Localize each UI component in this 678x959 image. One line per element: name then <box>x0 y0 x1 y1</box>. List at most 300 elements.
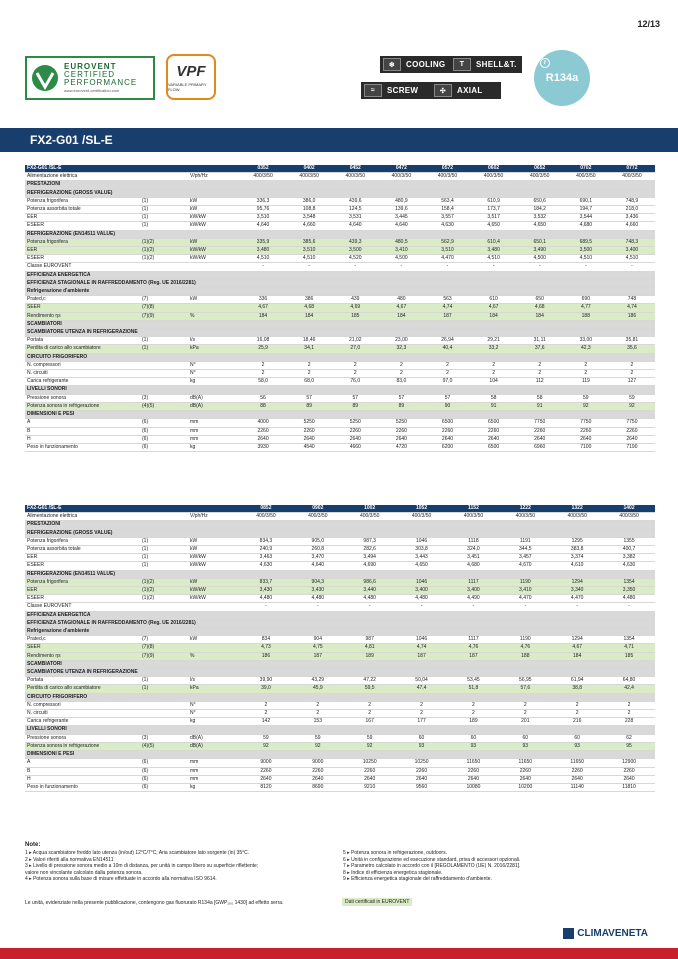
value-cell: 563 <box>424 296 470 304</box>
value-cell: 2640 <box>609 435 655 443</box>
eurovent-logo <box>25 56 155 100</box>
value-cell: 2 <box>603 710 655 718</box>
row-unit: mm <box>188 775 240 783</box>
row-unit: V/ph/Hz <box>188 173 240 181</box>
value-cell: 59 <box>344 734 396 742</box>
value-cell: 42,4 <box>603 685 655 693</box>
row-note <box>140 361 188 369</box>
row-note: (1) <box>140 345 188 353</box>
value-cell: 610,4 <box>471 238 517 246</box>
row-unit <box>188 603 240 611</box>
row-label: Peso in funzionamento <box>25 443 140 451</box>
row-label: EER <box>25 247 140 255</box>
value-cell: 9000 <box>292 759 344 767</box>
refrigerant-r-icon: r <box>540 58 550 68</box>
eurovent-url: www.eurovent-certification.com <box>64 88 120 93</box>
value-cell: 2 <box>396 710 448 718</box>
value-cell: 3,410 <box>378 247 424 255</box>
value-cell: 3,350 <box>603 587 655 595</box>
table-row <box>25 759 655 767</box>
value-cell: 1295 <box>551 537 603 545</box>
value-cell: 2260 <box>448 767 500 775</box>
table-row <box>25 271 655 279</box>
value-cell: 3,440 <box>344 587 396 595</box>
value-cell: 42,3 <box>563 345 609 353</box>
value-cell: 1046 <box>396 578 448 586</box>
row-note <box>140 701 188 709</box>
value-cell: 4,73 <box>240 644 292 652</box>
value-cell: 88 <box>240 402 286 410</box>
value-cell: 400/3/50 <box>396 513 448 521</box>
row-unit: % <box>188 312 240 320</box>
row-unit: mm <box>188 435 240 443</box>
model-column-header: 0402 <box>286 165 332 173</box>
value-cell: 400/3/50 <box>240 173 286 181</box>
value-cell: 43,29 <box>292 677 344 685</box>
table-row <box>25 206 655 214</box>
value-cell: 228 <box>603 718 655 726</box>
row-note: (1)(2) <box>140 595 188 603</box>
value-cell: 27,0 <box>332 345 378 353</box>
value-cell: 64,80 <box>603 677 655 685</box>
value-cell: 3,557 <box>424 214 470 222</box>
table-row <box>25 255 655 263</box>
row-label: Potenza sonora in refrigerazione <box>25 742 140 750</box>
value-cell: 16,08 <box>240 337 286 345</box>
row-label: EER <box>25 587 140 595</box>
value-cell: 57 <box>286 394 332 402</box>
value-cell: 987,3 <box>344 537 396 545</box>
table-row <box>25 546 655 554</box>
row-unit: kW/kW <box>188 214 240 222</box>
value-cell: 4,480 <box>344 595 396 603</box>
value-cell: 186 <box>240 652 292 660</box>
row-note: (1) <box>140 222 188 230</box>
value-cell: 29,21 <box>471 337 517 345</box>
value-cell: 7100 <box>563 443 609 451</box>
value-cell: 3,400 <box>396 587 448 595</box>
value-cell: 4540 <box>286 443 332 451</box>
note-item: 2 ▸ Valori riferiti alla normativa EN14511 <box>25 856 114 863</box>
value-cell: 92 <box>292 742 344 750</box>
model-column-header: 0702 <box>563 165 609 173</box>
value-cell: 4,67 <box>240 304 286 312</box>
value-cell: 400/3/50 <box>240 513 292 521</box>
note-item: 1 ▸ Acqua scambiatore freddo lato utenza (in/out) 12°C/7°C; Aria scambiatore lato sorgente (in) 35°C. <box>25 850 250 856</box>
value-cell: 194,7 <box>563 206 609 214</box>
row-note: (1)(2) <box>140 247 188 255</box>
section-heading: DIMENSIONI E PESI <box>25 411 655 419</box>
value-cell: 4,480 <box>396 595 448 603</box>
value-cell: 93 <box>499 742 551 750</box>
value-cell: 2640 <box>551 775 603 783</box>
value-cell: 260,8 <box>292 546 344 554</box>
row-unit: kW <box>188 578 240 586</box>
value-cell: 4,500 <box>378 255 424 263</box>
row-note: (6) <box>140 783 188 791</box>
value-cell: 6200 <box>424 443 470 451</box>
value-cell: 188 <box>499 652 551 660</box>
value-cell: 3,400 <box>448 587 500 595</box>
value-cell: 23,00 <box>378 337 424 345</box>
value-cell: 4,640 <box>292 562 344 570</box>
value-cell: 4000 <box>240 419 286 427</box>
value-cell: 834,3 <box>240 537 292 545</box>
row-unit: l/s <box>188 337 240 345</box>
value-cell: 1118 <box>448 537 500 545</box>
section-heading: SCAMBIATORI <box>25 660 655 668</box>
value-cell: 76,0 <box>332 378 378 386</box>
notes-section <box>25 842 655 883</box>
row-label: Portata <box>25 677 140 685</box>
value-cell: 3,445 <box>378 214 424 222</box>
value-cell: 33,00 <box>563 337 609 345</box>
value-cell: 184 <box>240 312 286 320</box>
value-cell: 11650 <box>499 759 551 767</box>
row-label: Peso in funzionamento <box>25 783 140 791</box>
value-cell: 9560 <box>396 783 448 791</box>
badge-shell-label: SHELL&T. <box>476 60 517 69</box>
value-cell: 47,4 <box>396 685 448 693</box>
value-cell: 97,0 <box>424 378 470 386</box>
note-item: 4 ▸ Potenza sonora sulla base di misure effettuate in accordo alla normativa ISO 9614. <box>25 876 217 883</box>
value-cell: 2260 <box>603 767 655 775</box>
value-cell: 4,660 <box>609 222 655 230</box>
value-cell: 45,9 <box>292 685 344 693</box>
row-note: (1) <box>140 337 188 345</box>
badge-axial-label: AXIAL <box>457 86 483 95</box>
value-cell: 201 <box>499 718 551 726</box>
value-cell: 4,68 <box>286 304 332 312</box>
table-row <box>25 603 655 611</box>
row-label: Potenza frigorifera <box>25 578 140 586</box>
note-item: 5 ▸ Potenza sonora in refrigerazione, outdoors. <box>343 850 447 856</box>
value-cell: - <box>240 263 286 271</box>
row-note: (7)(9) <box>140 312 188 320</box>
section-heading: PRESTAZIONI <box>25 181 655 189</box>
row-unit: kW/kW <box>188 587 240 595</box>
row-label: Rendimento ηs <box>25 312 140 320</box>
value-cell: 10250 <box>396 759 448 767</box>
value-cell: 4,690 <box>344 562 396 570</box>
value-cell: 216 <box>551 718 603 726</box>
row-label: Potenza assorbita totale <box>25 546 140 554</box>
value-cell: 218,0 <box>609 206 655 214</box>
section-heading: EFFICIENZA STAGIONALE IN RAFFREDDAMENTO (Reg. UE 2016/2281) <box>25 619 655 627</box>
badge-cooling-label: COOLING <box>406 60 446 69</box>
value-cell: 4,480 <box>240 595 292 603</box>
value-cell: 33,2 <box>471 345 517 353</box>
value-cell: 748,9 <box>609 197 655 205</box>
value-cell: 2260 <box>332 427 378 435</box>
value-cell: 92 <box>609 402 655 410</box>
value-cell: 3,382 <box>603 554 655 562</box>
value-cell: 748,3 <box>609 238 655 246</box>
row-label: A <box>25 759 140 767</box>
value-cell: 59 <box>609 394 655 402</box>
value-cell: 3,340 <box>551 587 603 595</box>
value-cell: 400/3/50 <box>286 173 332 181</box>
value-cell: 400/3/50 <box>448 513 500 521</box>
value-cell: 61,94 <box>551 677 603 685</box>
row-label: Alimentazione elettrica <box>25 173 140 181</box>
value-cell: 53,45 <box>448 677 500 685</box>
value-cell: 1046 <box>396 537 448 545</box>
value-cell: 439,6 <box>332 197 378 205</box>
value-cell: 91 <box>471 402 517 410</box>
model-column-header: 1002 <box>344 505 396 513</box>
value-cell: - <box>448 603 500 611</box>
value-cell: 5250 <box>378 419 424 427</box>
row-note <box>140 603 188 611</box>
value-cell: 3,510 <box>286 247 332 255</box>
value-cell: 58 <box>471 394 517 402</box>
value-cell: 2640 <box>517 435 563 443</box>
value-cell: 400/3/50 <box>517 173 563 181</box>
row-note: (7) <box>140 296 188 304</box>
value-cell: - <box>551 603 603 611</box>
value-cell: 324,0 <box>448 546 500 554</box>
value-cell: 11650 <box>448 759 500 767</box>
model-column-header: 1222 <box>499 505 551 513</box>
value-cell: 58,0 <box>240 378 286 386</box>
value-cell: - <box>603 603 655 611</box>
value-cell: 400/3/50 <box>563 173 609 181</box>
value-cell: 35,6 <box>609 345 655 353</box>
value-cell: 3,430 <box>240 587 292 595</box>
value-cell: 4,680 <box>563 222 609 230</box>
model-column-header: 0772 <box>609 165 655 173</box>
value-cell: 2 <box>499 701 551 709</box>
table-row <box>25 427 655 435</box>
value-cell: 185 <box>332 312 378 320</box>
row-label: Perdita di carico allo scambiatore <box>25 685 140 693</box>
value-cell: 184 <box>286 312 332 320</box>
table-row <box>25 304 655 312</box>
row-note: (6) <box>140 775 188 783</box>
value-cell: 400/3/50 <box>378 173 424 181</box>
value-cell: 2 <box>424 361 470 369</box>
row-unit: kW <box>188 636 240 644</box>
value-cell: 4,640 <box>332 222 378 230</box>
row-unit: l/s <box>188 677 240 685</box>
value-cell: 1294 <box>551 636 603 644</box>
value-cell: 439 <box>332 296 378 304</box>
model-column-header: 0652 <box>517 165 563 173</box>
value-cell: 25,9 <box>240 345 286 353</box>
row-unit: kW/kW <box>188 562 240 570</box>
row-unit: kPa <box>188 685 240 693</box>
model-column-header: 1322 <box>551 505 603 513</box>
value-cell: 3,517 <box>471 214 517 222</box>
value-cell: 400/3/50 <box>292 513 344 521</box>
row-label: N. compressori <box>25 361 140 369</box>
row-note: (1) <box>140 206 188 214</box>
value-cell: 336 <box>240 296 286 304</box>
value-cell: 11650 <box>551 759 603 767</box>
row-label: Potenza assorbita totale <box>25 206 140 214</box>
table-row <box>25 669 655 677</box>
value-cell: 51,8 <box>448 685 500 693</box>
value-cell: 3,480 <box>240 247 286 255</box>
value-cell: 4,76 <box>448 644 500 652</box>
value-cell: 1354 <box>603 578 655 586</box>
value-cell: 188 <box>563 312 609 320</box>
product-title-bar <box>0 128 678 152</box>
value-cell: 1294 <box>551 578 603 586</box>
row-unit: kW <box>188 296 240 304</box>
table-row <box>25 783 655 791</box>
value-cell: 37,6 <box>517 345 563 353</box>
value-cell: 7190 <box>609 443 655 451</box>
value-cell: 2260 <box>240 427 286 435</box>
row-unit <box>188 304 240 312</box>
value-cell: 3,470 <box>292 554 344 562</box>
row-note: (6) <box>140 427 188 435</box>
value-cell: 173,7 <box>471 206 517 214</box>
value-cell: 12900 <box>603 759 655 767</box>
row-note: (7)(8) <box>140 644 188 652</box>
value-cell: 8120 <box>240 783 292 791</box>
value-cell: 189 <box>448 718 500 726</box>
value-cell: 2260 <box>517 427 563 435</box>
value-cell: 10250 <box>344 759 396 767</box>
value-cell: 400/3/50 <box>471 173 517 181</box>
value-cell: 4,470 <box>551 595 603 603</box>
model-column-header: 0472 <box>378 165 424 173</box>
value-cell: 39,90 <box>240 677 292 685</box>
model-column-header: 1402 <box>603 505 655 513</box>
value-cell: 60 <box>448 734 500 742</box>
vpf-subtitle: VARIABLE PRIMARY FLOW <box>168 81 207 92</box>
value-cell: 650 <box>517 296 563 304</box>
value-cell: 3,430 <box>292 587 344 595</box>
value-cell: 158,4 <box>424 206 470 214</box>
table-row <box>25 378 655 386</box>
value-cell: 4,510 <box>609 255 655 263</box>
value-cell: 31,11 <box>517 337 563 345</box>
value-cell: 904 <box>292 636 344 644</box>
table-row <box>25 181 655 189</box>
value-cell: 240,9 <box>240 546 292 554</box>
value-cell: 184 <box>551 652 603 660</box>
value-cell: 89 <box>286 402 332 410</box>
value-cell: 2 <box>344 710 396 718</box>
value-cell: 5250 <box>332 419 378 427</box>
value-cell: 400/3/50 <box>499 513 551 521</box>
value-cell: 185 <box>603 652 655 660</box>
value-cell: 3,494 <box>344 554 396 562</box>
table-row <box>25 296 655 304</box>
value-cell: 90 <box>424 402 470 410</box>
value-cell: 184 <box>517 312 563 320</box>
value-cell: 2640 <box>603 775 655 783</box>
table-row <box>25 636 655 644</box>
value-cell: 2260 <box>396 767 448 775</box>
table-row <box>25 742 655 750</box>
table-row <box>25 685 655 693</box>
value-cell: 386,0 <box>286 197 332 205</box>
table-row <box>25 554 655 562</box>
row-note: (1) <box>140 554 188 562</box>
value-cell: 4720 <box>378 443 424 451</box>
value-cell: - <box>471 263 517 271</box>
table-row <box>25 386 655 394</box>
gas-notice: Le unità, evidenziate nella presente pubblicazione, contengono gas fluorurato R134a [GWP₁₀₀ 1430] ad effetto serra. <box>25 900 284 906</box>
header-spacer <box>140 505 188 513</box>
value-cell: 7750 <box>517 419 563 427</box>
value-cell: 335,9 <box>240 238 286 246</box>
value-cell: 3,436 <box>609 214 655 222</box>
refrigerant-label: R134a <box>545 72 579 84</box>
row-unit: mm <box>188 759 240 767</box>
row-label: N. compressori <box>25 701 140 709</box>
row-note: (1) <box>140 214 188 222</box>
value-cell: 2 <box>551 710 603 718</box>
table-row <box>25 505 655 513</box>
table-row <box>25 320 655 328</box>
value-cell: 690,1 <box>563 197 609 205</box>
value-cell: 4660 <box>332 443 378 451</box>
value-cell: 2640 <box>499 775 551 783</box>
row-label: Classe EUROVENT <box>25 603 140 611</box>
value-cell: 6500 <box>424 419 470 427</box>
value-cell: 2640 <box>240 435 286 443</box>
snowflake-icon: ❄ <box>383 58 401 71</box>
value-cell: 3,510 <box>424 247 470 255</box>
value-cell: 83,0 <box>378 378 424 386</box>
value-cell: 2 <box>448 701 500 709</box>
table-row <box>25 247 655 255</box>
value-cell: 562,9 <box>424 238 470 246</box>
value-cell: 2 <box>344 701 396 709</box>
row-unit: N° <box>188 701 240 709</box>
value-cell: 139,6 <box>378 206 424 214</box>
row-note: (7) <box>140 636 188 644</box>
value-cell: 68,0 <box>286 378 332 386</box>
value-cell: 2 <box>471 361 517 369</box>
section-heading: EFFICIENZA STAGIONALE IN RAFFREDDAMENTO (Reg. UE 2016/2281) <box>25 279 655 287</box>
row-unit: kg <box>188 783 240 791</box>
table-row <box>25 419 655 427</box>
value-cell: 4,470 <box>424 255 470 263</box>
table-row <box>25 710 655 718</box>
table-row <box>25 537 655 545</box>
table-row <box>25 312 655 320</box>
spec-table-2 <box>25 505 655 792</box>
value-cell: 4,630 <box>240 562 292 570</box>
shell-tube-icon: T <box>453 58 471 71</box>
value-cell: 4,68 <box>517 304 563 312</box>
row-unit: kW <box>188 238 240 246</box>
row-note: (6) <box>140 759 188 767</box>
value-cell: 1190 <box>499 578 551 586</box>
value-cell: 187 <box>424 312 470 320</box>
row-label: Rendimento ηs <box>25 652 140 660</box>
row-label: EER <box>25 214 140 222</box>
value-cell: 9000 <box>240 759 292 767</box>
row-unit: N° <box>188 710 240 718</box>
header-spacer <box>188 505 240 513</box>
value-cell: 2260 <box>292 767 344 775</box>
row-note: (6) <box>140 435 188 443</box>
table-row <box>25 353 655 361</box>
value-cell: 2 <box>609 361 655 369</box>
brand-mark-icon <box>563 928 574 939</box>
value-cell: 650,6 <box>517 197 563 205</box>
table-row <box>25 644 655 652</box>
table-row <box>25 238 655 246</box>
